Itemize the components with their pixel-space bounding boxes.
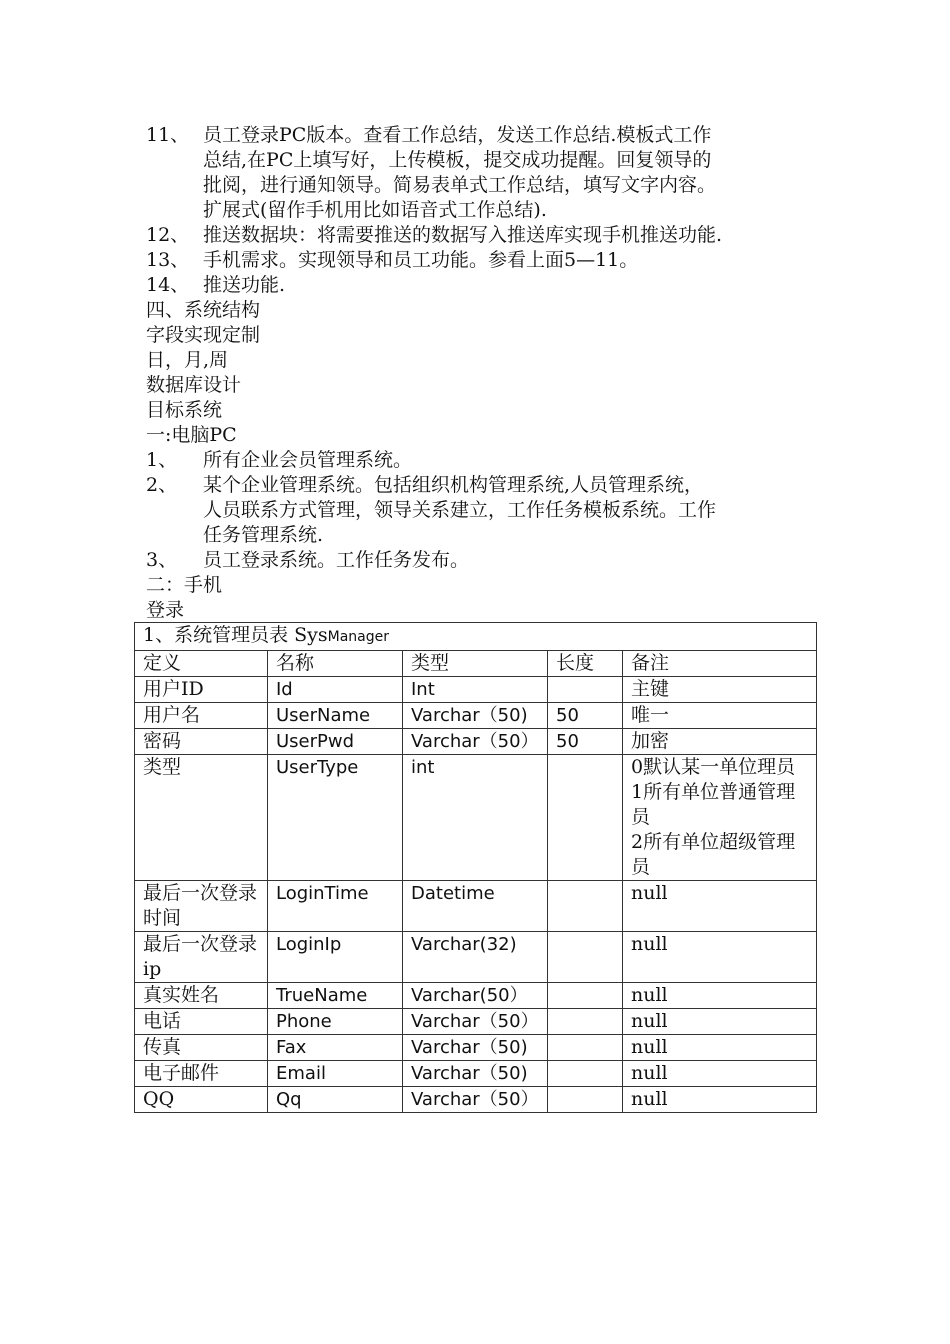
table-cell: Varchar（50） [403,1009,548,1035]
header-cell: 定义 [135,651,268,677]
table-cell: null [623,1035,817,1061]
table-cell [548,1087,623,1113]
paragraph: 登录 [146,599,185,621]
table-cell: 用户名 [135,703,268,729]
table-cell: QQ [135,1087,268,1113]
table-cell [548,1061,623,1087]
header-cell: 备注 [623,651,817,677]
table-row [135,881,817,932]
list-text: 手机需求。实现领导和员工功能。参看上面5—11。 [203,249,639,271]
list-number: 12、 [146,224,190,246]
table-cell [548,1009,623,1035]
table-cell: Id [268,677,403,703]
paragraph: 二：手机 [146,574,223,596]
table-row [135,1009,817,1035]
table-cell: null [623,1087,817,1113]
table-header-row [135,651,817,677]
table-row [135,677,817,703]
list-text: 推送数据块：将需要推送的数据写入推送库实现手机推送功能. [203,224,723,246]
table-cell: Datetime [403,881,548,932]
list-number: 2、 [146,474,178,496]
table-cell: TrueName [268,983,403,1009]
list-text: 员工登录系统。工作任务发布。 [203,549,470,571]
paragraph: 目标系统 [146,399,223,421]
list-text: 某个企业管理系统。包括组织机构管理系统,人员管理系统， [203,474,704,496]
table-caption-row [135,623,817,651]
table-cell: 密码 [135,729,268,755]
table-cell: UserPwd [268,729,403,755]
paragraph: 字段实现定制 [146,324,261,346]
table-cell: 主键 [623,677,817,703]
table-cell [548,677,623,703]
table-cell: 传真 [135,1035,268,1061]
header-cell: 长度 [548,651,623,677]
list-number: 14、 [146,274,190,296]
table-cell: LoginTime [268,881,403,932]
table-cell: Fax [268,1035,403,1061]
paragraph: 数据库设计 [146,374,242,396]
table-cell: Varchar（50) [403,1035,548,1061]
table-cell: 唯一 [623,703,817,729]
list-text: 批阅，进行通知领导。简易表单式工作总结，填写文字内容。 [203,174,717,196]
table-cell: Varchar（50） [403,1087,548,1113]
table-row [135,1087,817,1113]
table-cell: Qq [268,1087,403,1113]
table-cell: null [623,1061,817,1087]
table-cell: 用户ID [135,677,268,703]
table-cell: 最后一次登录时间 [135,881,268,932]
table-cell: 类型 [135,755,268,881]
table-row [135,729,817,755]
table-cell: 真实姓名 [135,983,268,1009]
sys-manager-table [134,622,817,1113]
table-cell: Varchar（50) [403,703,548,729]
list-text: 员工登录PC版本。查看工作总结，发送工作总结.模板式工作 [203,124,712,146]
list-text: 推送功能. [203,274,286,296]
table-row [135,932,817,983]
table-cell: 0默认某一单位理员 1所有单位普通管理员 2所有单位超级管理员 [623,755,817,881]
table-cell: UserName [268,703,403,729]
table-caption: 1、系统管理员表 SysManager [135,623,817,651]
table-cell [548,983,623,1009]
table-cell: null [623,1009,817,1035]
header-cell: 名称 [268,651,403,677]
table-row [135,755,817,881]
paragraph: 日，月,周 [146,349,229,371]
table-cell: null [623,881,817,932]
table-row [135,703,817,729]
table-cell: Email [268,1061,403,1087]
table-cell: 最后一次登录ip [135,932,268,983]
list-number: 1、 [146,449,178,471]
table-cell: LoginIp [268,932,403,983]
table-cell: 50 [548,729,623,755]
header-cell: 类型 [403,651,548,677]
list-number: 13、 [146,249,190,271]
table-cell: int [403,755,548,881]
list-text: 所有企业会员管理系统。 [203,449,413,471]
table-cell: 电话 [135,1009,268,1035]
table-cell: UserType [268,755,403,881]
table-cell [548,932,623,983]
list-text: 总结,在PC上填写好，上传模板，提交成功提醒。回复领导的 [203,149,712,171]
table-cell: Varchar（50) [403,1061,548,1087]
list-text: 扩展式(留作手机用比如语音式工作总结). [203,199,547,221]
table-cell: Phone [268,1009,403,1035]
table-cell [548,1035,623,1061]
table-cell: Int [403,677,548,703]
table-cell: 加密 [623,729,817,755]
table-row [135,1061,817,1087]
table-cell: Varchar（50） [403,729,548,755]
table-row [135,983,817,1009]
table-cell [548,755,623,881]
table-cell: Varchar(50） [403,983,548,1009]
list-text: 人员联系方式管理，领导关系建立，工作任务模板系统。工作 [203,499,717,521]
list-number: 3、 [146,549,178,571]
table-cell: null [623,932,817,983]
table-cell: Varchar(32) [403,932,548,983]
list-number: 11、 [146,124,190,146]
paragraph: 一:电脑PC [146,424,237,446]
table-cell [548,881,623,932]
table-cell: 电子邮件 [135,1061,268,1087]
section-heading: 四、系统结构 [146,299,261,321]
table-cell: 50 [548,703,623,729]
list-text: 任务管理系统. [203,524,324,546]
table-cell: null [623,983,817,1009]
table-row [135,1035,817,1061]
